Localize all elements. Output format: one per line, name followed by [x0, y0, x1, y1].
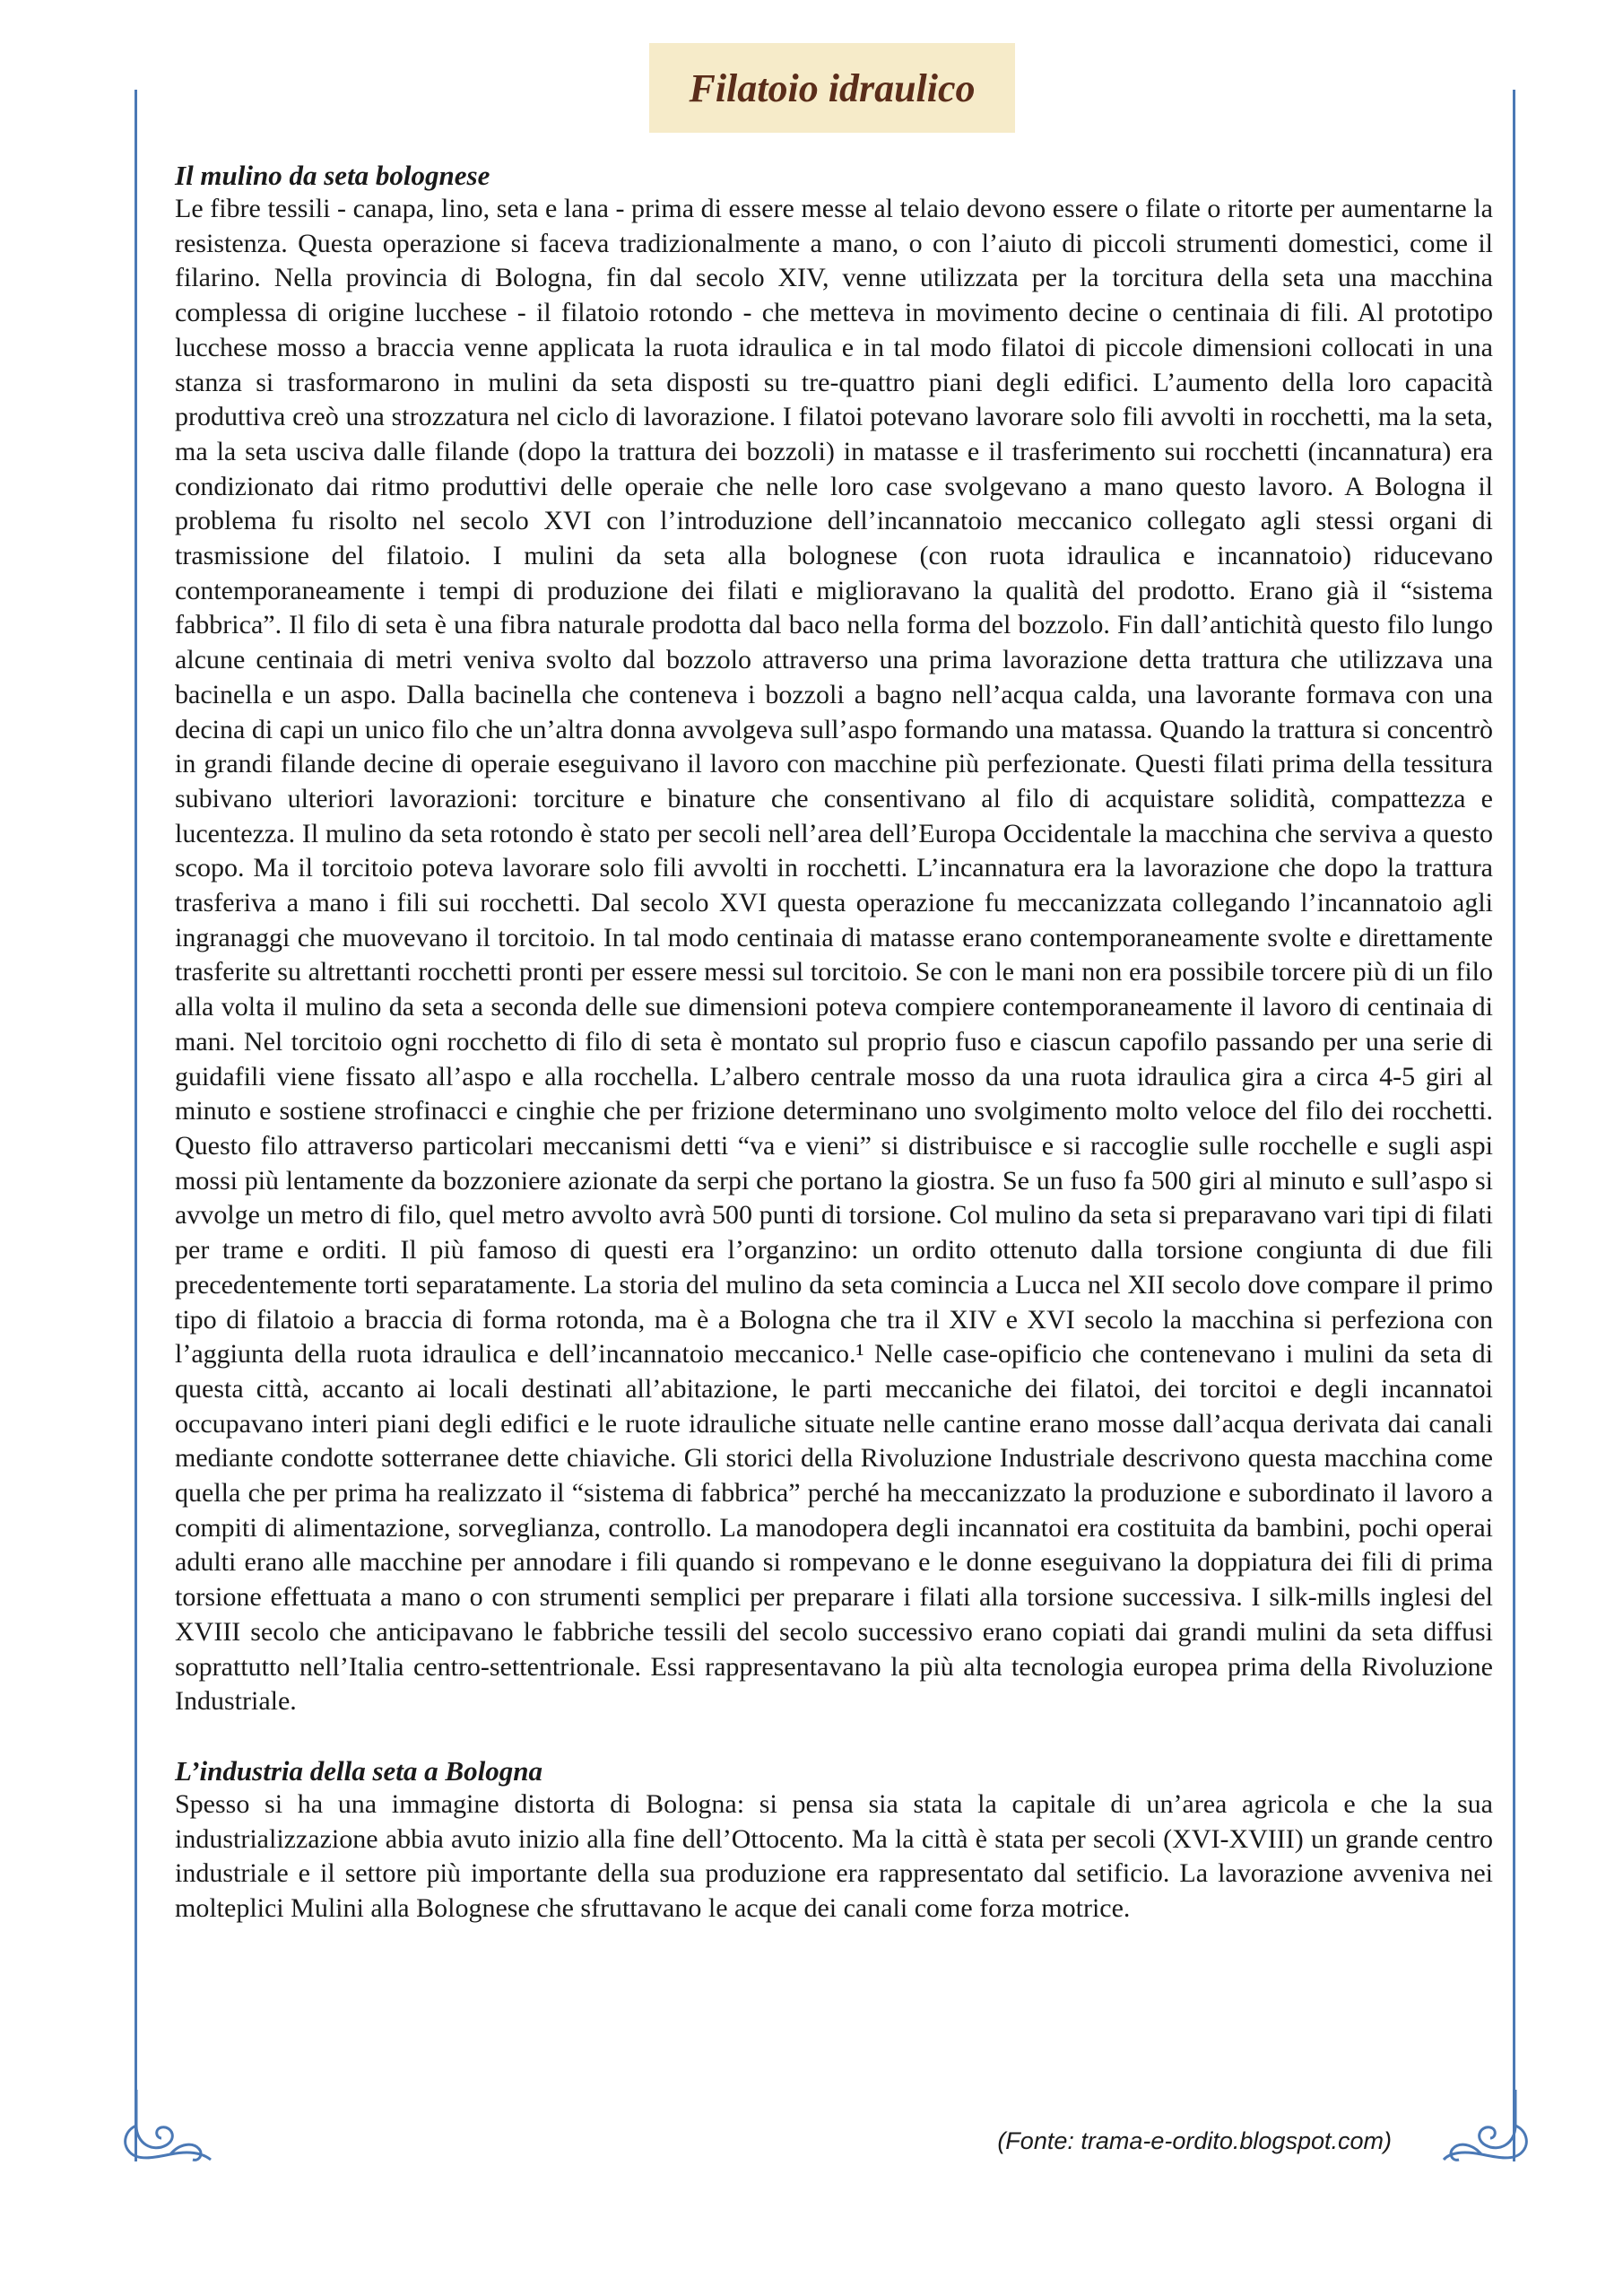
section-text-mulino: Le fibre tessili - canapa, lino, seta e lana - prima di essere messe al telaio devono essere o filate o ritorte per aumentarne la resistenza. Questa operazione si faceva tradizionalmente a mano, o con l’aiuto di piccoli strumenti domestici, come il filarino. Nella provincia di Bologna, fin dal secolo XIV, venne utilizzata per la torcitura della seta una macchina complessa di origine lucchese - il filatoio rotondo - che metteva in movimento decine o centinaia di fili. Al prototipo lucchese mosso a braccia venne applicata la ruota idraulica e in tal modo filatoi di piccole dimensioni collocati in una stanza si trasformarono in mulini da seta disposti su tre-quattro piani degli edifici. L’aumento della loro capacità produttiva creò una strozzatura nel ciclo di lavorazione. I filatoi potevano lavorare solo fili avvolti in rocchetti, ma la seta, ma la seta usciva dalle filande (dopo la trattura dei bozzoli) in matasse e il trasferimento sui rocchetti (incannatura) era condizionato dai ritmo produttivi delle operaie che nelle loro case svolgevano a mano questo lavoro. A Bologna il problema fu risolto nel secolo XVI con l’introduzione dell’incannatoio meccanico collegato agli stessi organi di trasmissione del filatoio. I mulini da seta alla bolognese (con ruota idraulica e incannatoio) riducevano contemporaneamente i tempi di produzione dei filati e miglioravano la qualità del prodotto. Erano già il “sistema fabbrica”. Il filo di seta è una fibra naturale prodotta dal baco nella forma del bozzolo. Fin dall’antichità questo filo lungo alcune centinaia di metri veniva svolto dal bozzolo attraverso una prima lavorazione detta trattura che utilizzava una bacinella e un aspo. Dalla bacinella che conteneva i bozzoli a bagno nell’acqua calda, una lavorante formava con una decina di capi un unico filo che un’altra donna avvolgeva sull’aspo formando una matassa. Quando la trattura si concentrò in grandi filande decine di operaie eseguivano il lavoro con macchine più perfezionate. Questi filati prima della tessitura subivano ulteriori lavorazioni: torciture e binature che consentivano al filo di acquistare solidità, compattezza e lucentezza. Il mulino da seta rotondo è stato per secoli nell’area dell’Europa Occidentale la macchina che serviva a questo scopo. Ma il torcitoio poteva lavorare solo fili avvolti in rocchetti. L’incannatura era la lavorazione che dopo la trattura trasferiva a mano i fili sui rocchetti. Dal secolo XVI questa operazione fu meccanizzata collegando l’incannatoio agli ingranaggi che muovevano il torcitoio. In tal modo centinaia di matasse erano contemporaneamente svolte e direttamente trasferite su altrettanti rocchetti pronti per essere messi sul torcitoio. Se con le mani non era possibile torcere più di un filo alla volta il mulino da seta a seconda delle sue dimensioni poteva compiere contemporaneamente il lavoro di centinaia di mani. Nel torcitoio ogni rocchetto di filo di seta è montato sul proprio fuso e ciascun capofilo passando per una serie di guidafili viene fissato all’aspo e alla rocchella. L’albero centrale mosso da una ruota idraulica gira a circa 4-5 giri al minuto e sostiene strofinacci e cinghie che per frizione determinano uno svolgimento molto veloce del filo dei rocchetti. Questo filo attraverso particolari meccanismi detti “va e vieni” si distribuisce e si raccoglie sulle rocchelle e sugli aspi mossi più lentamente da bozzoniere azionate da serpi che portano la giostra. Se un fuso fa 500 giri al minuto e sull’aspo si avvolge un metro di filo, quel metro avvolto avrà 500 punti di torsione. Col mulino da seta si preparavano vari tipi di filati per trame e orditi. Il più famoso di questi era l’organzino: un ordito ottenuto dalla torsione congiunta di due fili precedentemente torti separatamente. La storia del mulino da seta comincia a Lucca nel XII secolo dove compare il primo tipo di filatoio a braccia di forma rotonda, ma è a Bologna che tra il XIV e XVI secolo la macchina si perfeziona con l’aggiunta della ruota idraulica e dell’incannatoio meccanico.¹ Nelle case-opificio che contenevano i mulini da seta di questa città, accanto ai locali destinati all’abitazione, le parti meccaniche dei filatoi, dei torcitoi e degli incannatoi occupavano interi piani degli edifici e le ruote idrauliche situate nelle cantine erano mosse dall’acqua derivata dai canali mediante condotte sotterranee dette chiaviche. Gli storici della Rivoluzione Industriale descrivono questa macchina come quella che per prima ha realizzato il “sistema di fabbrica” perché ha meccanizzato la produzione e subordinato il lavoro a compiti di alimentazione, sorveglianza, controllo. La manodopera degli incannatoi era costituita da bambini, pochi operai adulti erano alle macchine per annodare i fili quando si rompevano e le donne eseguivano la doppiatura dei fili di prima torsione effettuata a mano o con strumenti semplici per preparare i filati alla torsione successiva. I silk-mills inglesi del XVIII secolo che anticipavano le fabbriche tessili del secolo successivo erano copiati dai grandi mulini da seta diffusi soprattutto nell’Italia centro-settentrionale. Essi rappresentavano la più alta tecnologia europea prima della Rivoluzione Industriale.: [175, 194, 1493, 1717]
title-banner: [649, 43, 1015, 133]
corner-ornament-left-icon: [117, 2090, 215, 2170]
section-heading-industria: L’industria della seta a Bologna: [175, 1754, 542, 1787]
page-title: Filatoio idraulico: [689, 65, 976, 110]
source-credit: (Fonte: trama-e-ordito.blogspot.com): [997, 2127, 1392, 2154]
corner-ornament-right-icon: [1442, 2090, 1541, 2170]
section-text-industria: Spesso si ha una immagine distorta di Bologna: si pensa sia stata la capitale di un’area agricola e che la sua industrializzazione abbia avuto inizio alla fine dell’Ottocento. Ma la città è stata per secoli (XVI-XVIII) un grande centro industriale e il settore più importante della sua produzione era rappresentato dal setificio. La lavorazione avveniva nei molteplici Mulini alla Bolognese che sfruttavano le acque dei canali come forza motrice.: [175, 1788, 1493, 1924]
article-body: [175, 160, 1493, 1926]
section-heading-mulino: Il mulino da seta bolognese: [175, 160, 490, 191]
